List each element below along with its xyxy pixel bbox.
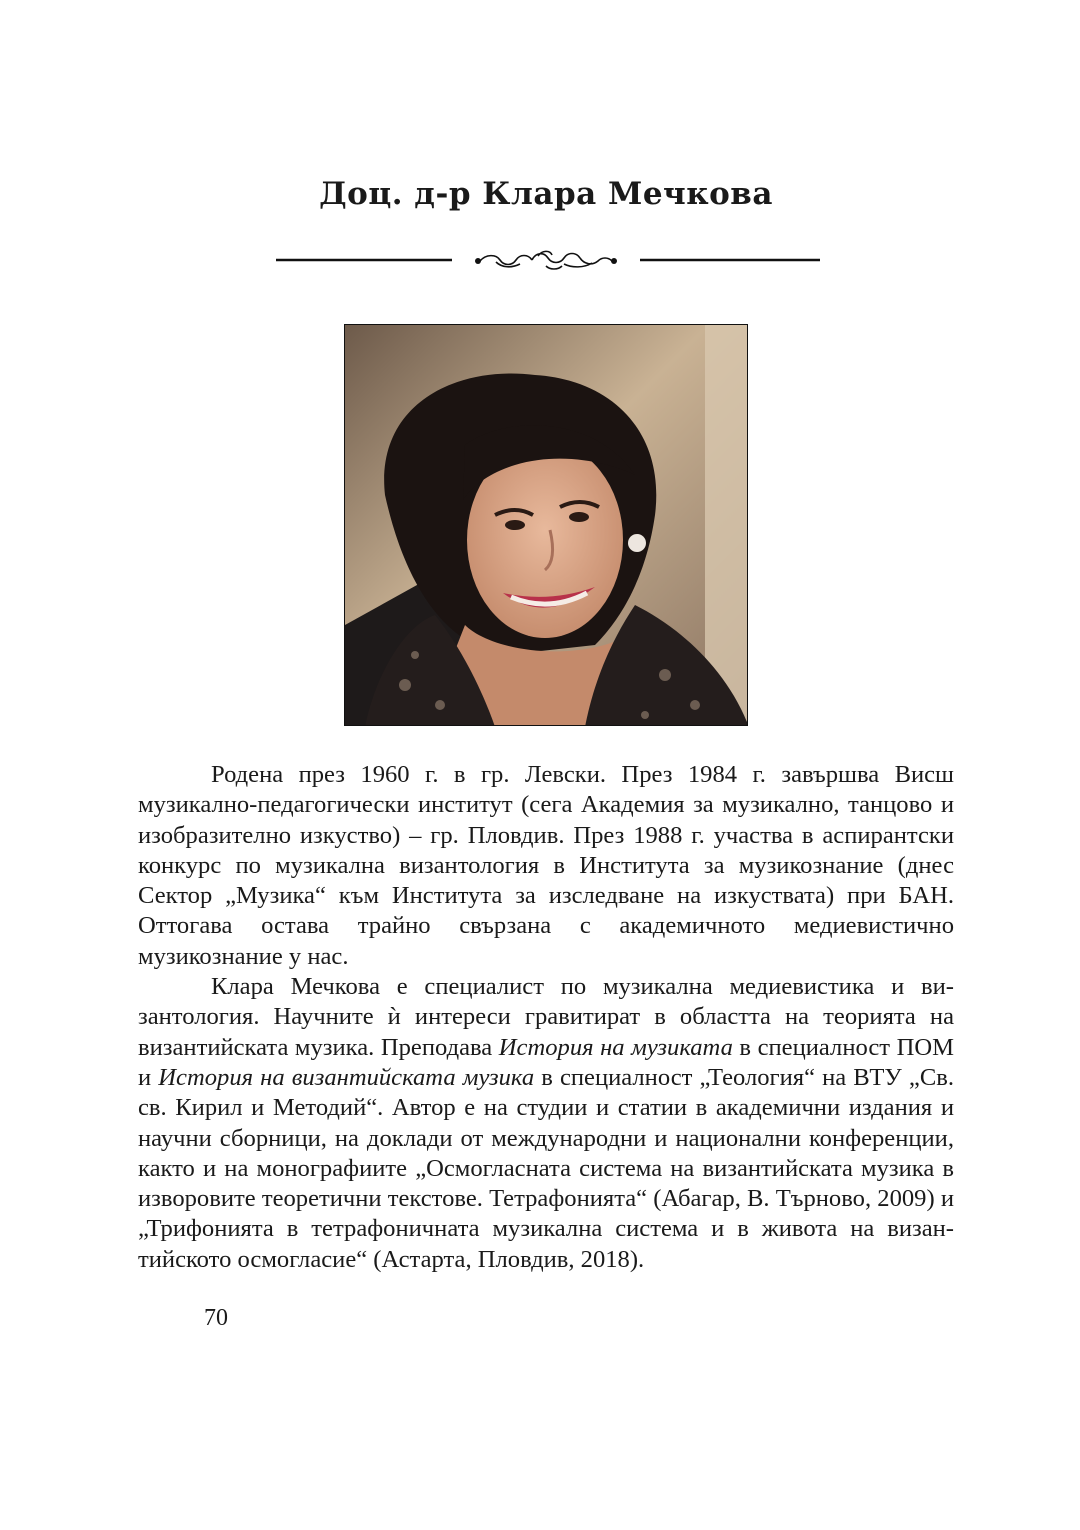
ornament-divider [276,246,820,274]
biography-text [138,760,954,1275]
flourish-icon [480,251,612,269]
portrait-photo [344,324,748,726]
page-number: 70 [204,1305,228,1331]
bio-paragraph-2 [138,972,954,1275]
bio-paragraph-1: Родена през 1960 г. в гр. Левски. През 1984 г. завършва Висш музикално-педагогически институт (сега Академия за музикално, танцово и изобразително изкуство) – гр. Пловдив. През 1988 г. участва в аспирантски конкурс по музикална византология в Института за музикознание (днес Сектор „Музика“ към Института за изследване на изкуствата) при БАН. Оттогава остава трайно свързана с академичното медиевистично музикознание у нас. [138,761,954,970]
flourish-dot-right [611,258,617,264]
bio-p2-part1: Клара Мечкова е специалист по музикална медиевистика и византология. Научните ѝ интереси гравитират в областта на теорията на византийската музика. Преподава [138,973,954,1061]
course-title-byzantine-music-history: История на византийската музика [158,1063,535,1091]
bio-p2-part3: в специалност „Теология“ на ВТУ „Св. св. Кирил и Методий“. Автор е на студии и статии в академични издания и научни сборници, на доклади от международни и национални конференции, както и на монографиите „Осмогласната система на византийската музика в изворовите теоретични текстове. Тетрафонията“ (Абагар, В. Търново, 2009) и „Трифонията в тетрафоничната музикална система и в живота на византийското осмогласие“ (Астарта, Пловдив, 2018). [138,1063,955,1273]
flourish-dot-left [475,258,481,264]
bio-p2-part2: в специалност ПОМ и [138,1033,954,1091]
course-title-music-history: История на музиката [498,1033,733,1061]
page-title: Доц. д-р Клара Мечкова [319,176,773,212]
